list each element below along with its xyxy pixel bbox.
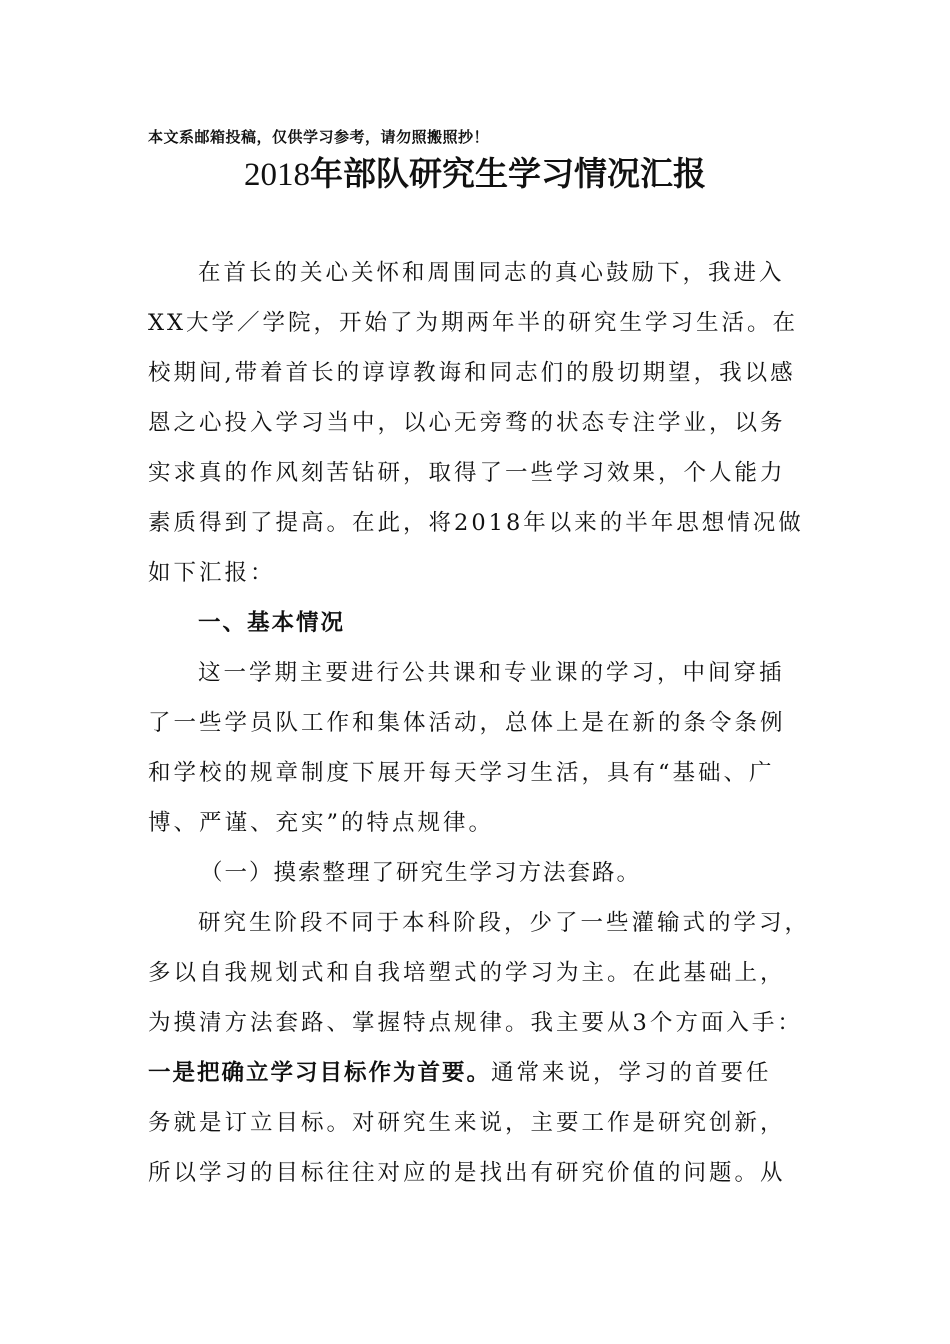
paragraph-line: 了一些学员队工作和集体活动，总体上是在新的条令条例 xyxy=(148,710,786,736)
paragraph-line: 这一学期主要进行公共课和专业课的学习，中间穿插 xyxy=(198,660,785,686)
paragraph-line: 校期间,带着首长的谆谆教诲和同志们的殷切期望，我以感 xyxy=(148,360,796,386)
paragraph-line xyxy=(148,1058,772,1088)
section-heading: 一、基本情况 xyxy=(198,610,346,636)
paragraph-line: 多以自我规划式和自我培塑式的学习为主。在此基础上， xyxy=(148,960,786,986)
paragraph-line: 恩之心投入学习当中，以心无旁骛的状态专注学业，以务 xyxy=(148,410,786,436)
subsection-heading: （一）摸索整理了研究生学习方法套路。 xyxy=(200,860,642,886)
paragraph-line: 务就是订立目标。对研究生来说，主要工作是研究创新， xyxy=(148,1110,786,1136)
paragraph-line: 博、严谨、充实”的特点规律。 xyxy=(148,810,495,836)
line-text: 通常来说，学习的首要任 xyxy=(491,1060,772,1086)
bold-lead-phrase: 一是把确立学习目标作为首要。 xyxy=(148,1060,492,1086)
paragraph-line: 研究生阶段不同于本科阶段，少了一些灌输式的学习， xyxy=(198,910,811,936)
paragraph-line: 如下汇报： xyxy=(148,560,276,586)
document-title xyxy=(0,150,950,199)
paragraph-line: 在首长的关心关怀和周围同志的真心鼓励下，我进入 xyxy=(198,260,785,286)
submission-notice: 本文系邮箱投稿，仅供学习参考，请勿照搬照抄！ xyxy=(148,128,490,146)
paragraph-line: 实求真的作风刻苦钻研，取得了一些学习效果，个人能力 xyxy=(148,460,786,486)
paragraph-line: 所以学习的目标往往对应的是找出有研究价值的问题。从 xyxy=(148,1160,786,1186)
paragraph-line: XX大学／学院，开始了为期两年半的研究生学习生活。在 xyxy=(148,310,799,336)
paragraph-line: 素质得到了提高。在此，将2018年以来的半年思想情况做 xyxy=(148,510,804,536)
paragraph-line: 和学校的规章制度下展开每天学习生活，具有“基础、广 xyxy=(148,760,775,786)
title-year: 2018 xyxy=(244,157,310,193)
title-text: 年部队研究生学习情况汇报 xyxy=(310,154,706,193)
paragraph-line: 为摸清方法套路、掌握特点规律。我主要从3个方面入手： xyxy=(148,1010,803,1036)
